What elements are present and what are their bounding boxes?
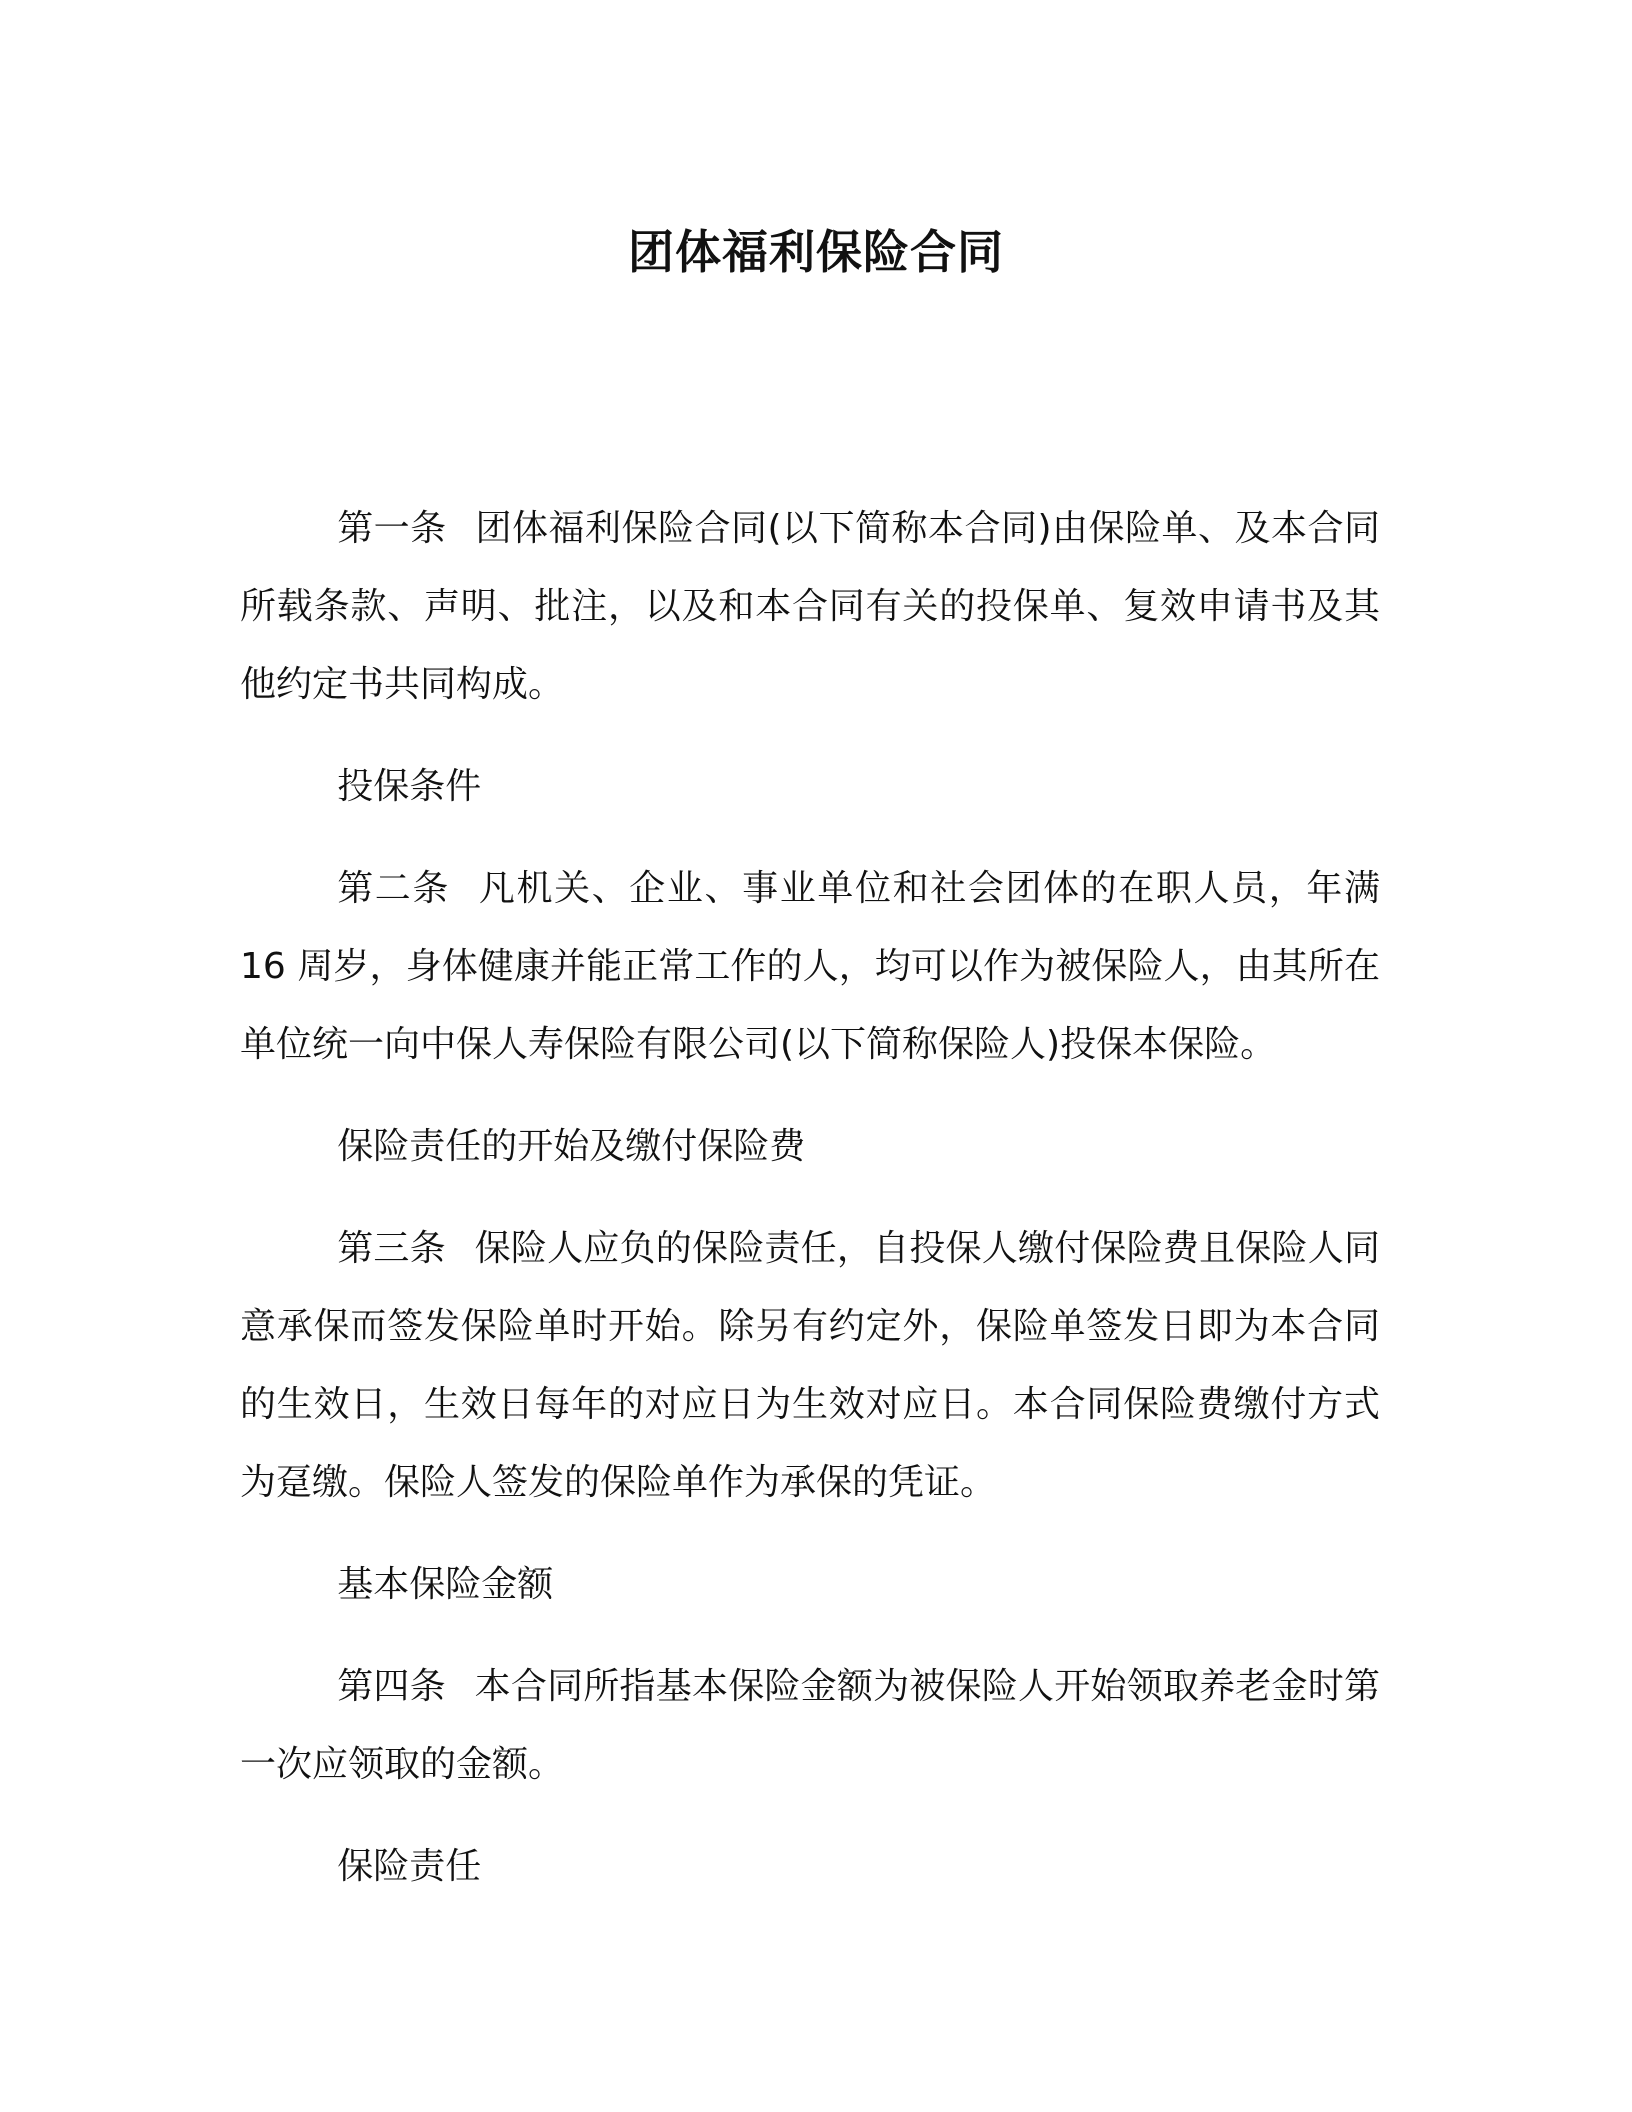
document-body xyxy=(240,490,1380,1930)
article-number: 第二条 xyxy=(337,868,451,909)
section-heading-basic-amount: 基本保险金额 xyxy=(337,1564,554,1605)
section-heading-eligibility: 投保条件 xyxy=(337,766,482,807)
article-text: 保险人应负的保险责任，自投保人缴付保险费且保险人同意承保而签发保险单时开始。除另有约定外，保险单签发日即为本合同的生效日，生效日每年的对应日为生效对应日。本合同保险费缴付方式为趸缴。保险人签发的保险单作为承保的凭证。 xyxy=(240,1228,1380,1503)
article-4 xyxy=(240,1648,1380,1804)
article-1 xyxy=(240,490,1380,724)
article-text: 本合同所指基本保险金额为被保险人开始领取养老金时第一次应领取的金额。 xyxy=(240,1666,1380,1785)
article-number: 第四条 xyxy=(337,1666,446,1707)
article-3 xyxy=(240,1210,1380,1522)
article-text: 团体福利保险合同(以下简称本合同)由保险单、及本合同所载条款、声明、批注，以及和本合同有关的投保单、复效申请书及其他约定书共同构成。 xyxy=(240,508,1380,705)
section-heading-liability: 保险责任 xyxy=(337,1846,482,1887)
article-number: 第三条 xyxy=(337,1228,446,1269)
article-2 xyxy=(240,850,1380,1084)
section-heading-coverage-start: 保险责任的开始及缴付保险费 xyxy=(337,1126,806,1167)
article-number: 第一条 xyxy=(337,508,447,549)
document-title: 团体福利保险合同 xyxy=(628,225,1004,279)
article-text: 凡机关、企业、事业单位和社会团体的在职人员，年满16 周岁，身体健康并能正常工作的人，均可以作为被保险人，由其所在单位统一向中保人寿保险有限公司(以下简称保险人)投保本保险。 xyxy=(240,868,1380,1065)
